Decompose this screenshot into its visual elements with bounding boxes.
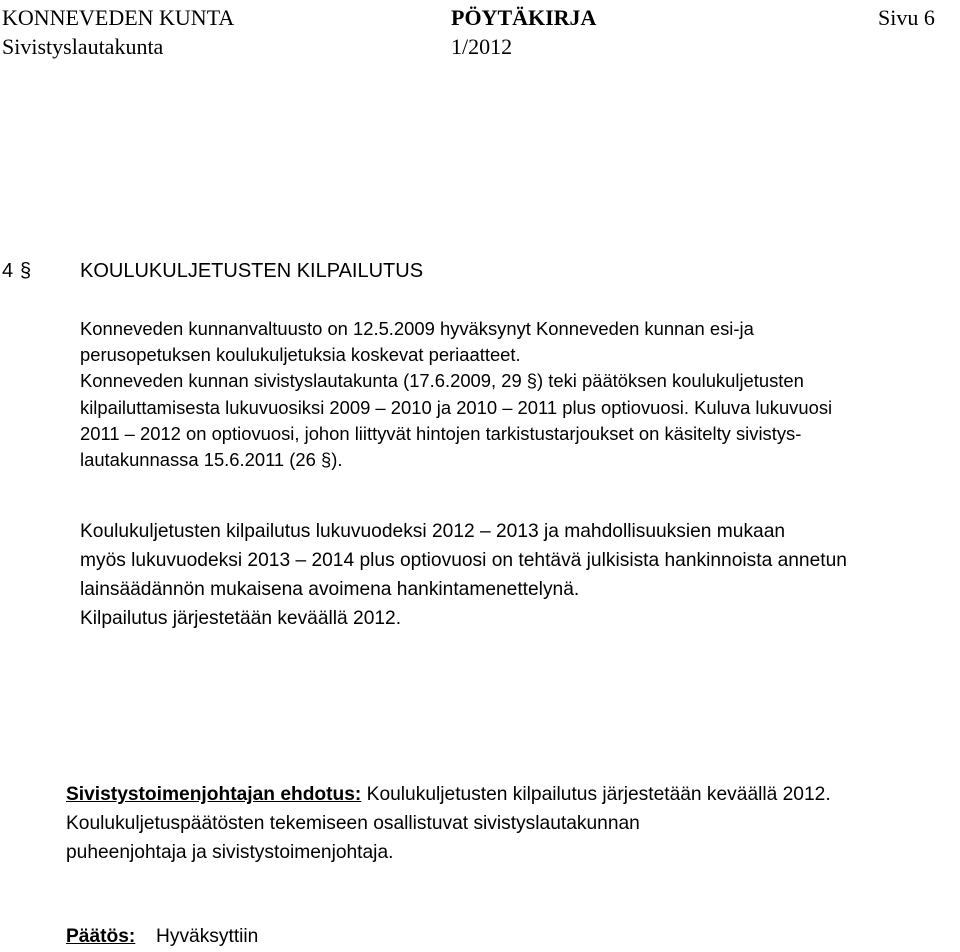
proposal-line: puheenjohtaja ja sivistystoimenjohtaja. <box>66 842 394 863</box>
proposal-label: Sivistystoimenjohtajan ehdotus: <box>66 784 362 805</box>
background-paragraph <box>80 316 832 473</box>
proposal-block <box>66 780 831 867</box>
paragraph-line: Konneveden kunnan sivistyslautakunta (17.6.2009, 29 §) teki päätöksen koulukuljetusten <box>80 370 804 392</box>
decision-label: Päätös: <box>66 926 136 947</box>
section-title: KOULUKULJETUSTEN KILPAILUTUS <box>80 260 424 282</box>
paragraph-line: kilpailuttamisesta lukuvuosiksi 2009 – 2010 ja 2010 – 2011 plus optiovuosi. Kuluva lukuvuosi <box>80 396 833 418</box>
paragraph-line: Konneveden kunnanvaltuusto on 12.5.2009 hyväksynyt Konneveden kunnan esi-ja <box>80 318 754 339</box>
tender-paragraph <box>80 517 847 633</box>
section-symbol: § <box>20 260 32 282</box>
paragraph-line: perusopetuksen koulukuljetuksia koskevat periaatteet. <box>80 344 521 366</box>
decision-value: Hyväksyttiin <box>156 926 259 947</box>
proposal-text: Koulukuljetusten kilpailutus järjestetään keväällä 2012. <box>361 784 831 805</box>
paragraph-line: lainsäädännön mukaisena avoimena hankintamenettelynä. <box>80 579 580 600</box>
minutes-number: 1/2012 <box>451 34 513 59</box>
section-number: 4 <box>2 260 14 282</box>
page-number: Sivu 6 <box>878 5 935 30</box>
paragraph-line: lautakunnassa 15.6.2011 (26 §). <box>80 449 343 471</box>
document-type: PÖYTÄKIRJA <box>451 5 597 30</box>
paragraph-line: 2011 – 2012 on optiovuosi, johon liittyvät hintojen tarkistustarjoukset on käsitelty sivistys- <box>80 422 802 444</box>
paragraph-line: Kilpailutus järjestetään keväällä 2012. <box>80 608 402 629</box>
paragraph-line: myös lukuvuodeksi 2013 – 2014 plus optiovuosi on tehtävä julkisista hankinnoista annetun <box>80 550 847 571</box>
committee-name: Sivistyslautakunta <box>2 34 164 59</box>
municipality-name: KONNEVEDEN KUNTA <box>2 5 235 30</box>
paragraph-line: Koulukuljetusten kilpailutus lukuvuodeksi 2012 – 2013 ja mahdollisuuksien mukaan <box>80 521 786 542</box>
decision-block <box>66 922 258 951</box>
proposal-line: Koulukuljetuspäätösten tekemiseen osallistuvat sivistyslautakunnan <box>66 813 640 834</box>
